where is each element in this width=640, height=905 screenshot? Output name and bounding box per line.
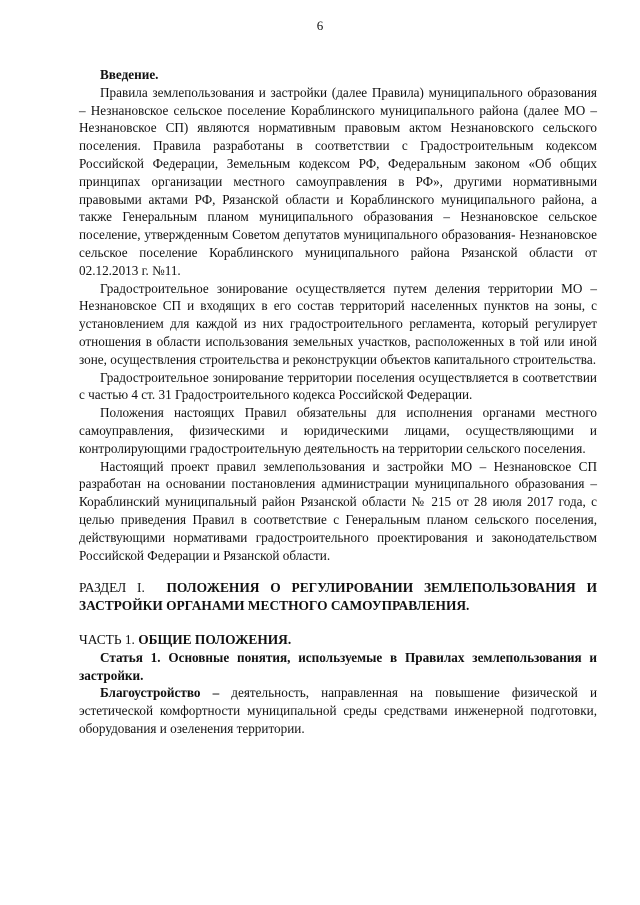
intro-paragraph-2: Градостроительное зонирование осуществляется путем деления территории МО – Незнановское СП и входящих в его состав территорий населенных пунктов на зоны, с установлением для каждой из них градостроительного регламента, который регулирует отношения в области использования земельных участков, расположенных в той или иной зоне, осуществления строительства и реконструкции объектов капитального строительства. [79,280,597,367]
article-title: Статья 1. Основные понятия, используемые в Правилах землепользования и застройки. [79,649,597,683]
intro-paragraph-5: Настоящий проект правил землепользования и застройки МО – Незнановское СП разработан на основании постановления администрации муниципального образования – Кораблинский муниципальный район Рязанской области № 215 от 28 июля 2017 года, с целью приведения Правил в соответствие с Генеральным планом сельского поселения, действующими нормативами градостроительного проектирования и законодательством Российской Федерации и Рязанской области. [79,458,597,563]
intro-paragraph-4: Положения настоящих Правил обязательны для исполнения органами местного самоуправления, физическими и юридическими лицами, осуществляющими и контролирующими градостроительную деятельность на территории сельского поселения. [79,405,597,456]
section-title: ПОЛОЖЕНИЯ О РЕГУЛИРОВАНИИ ЗЕМЛЕПОЛЬЗОВАНИЯ И ЗАСТРОЙКИ ОРГАНАМИ МЕСТНОГО САМОУПРАВЛЕНИЯ. [79,580,597,614]
definition-text: деятельность, направленная на повышение физической и эстетической комфортности муниципальной среды средствами инженерной подготовки, оборудования и озеленения территории. [79,685,597,736]
intro-paragraph-3: Градостроительное зонирование территории поселения осуществляется в соответствии с частью 4 ст. 31 Градостроительного кодекса Российской Федерации. [79,369,597,403]
part-label: ЧАСТЬ 1. [79,631,135,647]
intro-heading: Введение. [100,67,159,82]
part-heading [79,631,597,649]
section-label: РАЗДЕЛ I. [79,580,145,596]
section-heading [79,579,597,615]
document-body [79,66,597,738]
part-title: ОБЩИЕ ПОЛОЖЕНИЯ. [138,631,292,647]
definition-term: Благоустройство – [100,685,220,701]
intro-paragraph-1: Правила землепользования и застройки (далее Правила) муниципального образования – Незнановское сельское поселение Кораблинского муниципального района (далее МО – Незнановское СП) являются нормативным правовым актом Незнановского сельского поселения. Правила разработаны в соответствии с Градостроительным кодексом Российской Федерации, Земельным кодексом РФ, Федеральным законом «Об общих принципах организации местного самоуправления в РФ», другими нормативными правовыми актами РФ, Рязанской области и Кораблинского муниципального района, а также Генеральным планом муниципального образования – Незнановское сельское поселение, утвержденным Советом депутатов муниципального образования- Незнановское сельское поселение Кораблинского муниципального района Рязанской области от 02.12.2013 г. №11. [79,84,597,278]
page-number: 6 [316,18,324,33]
definition-paragraph [79,684,597,737]
